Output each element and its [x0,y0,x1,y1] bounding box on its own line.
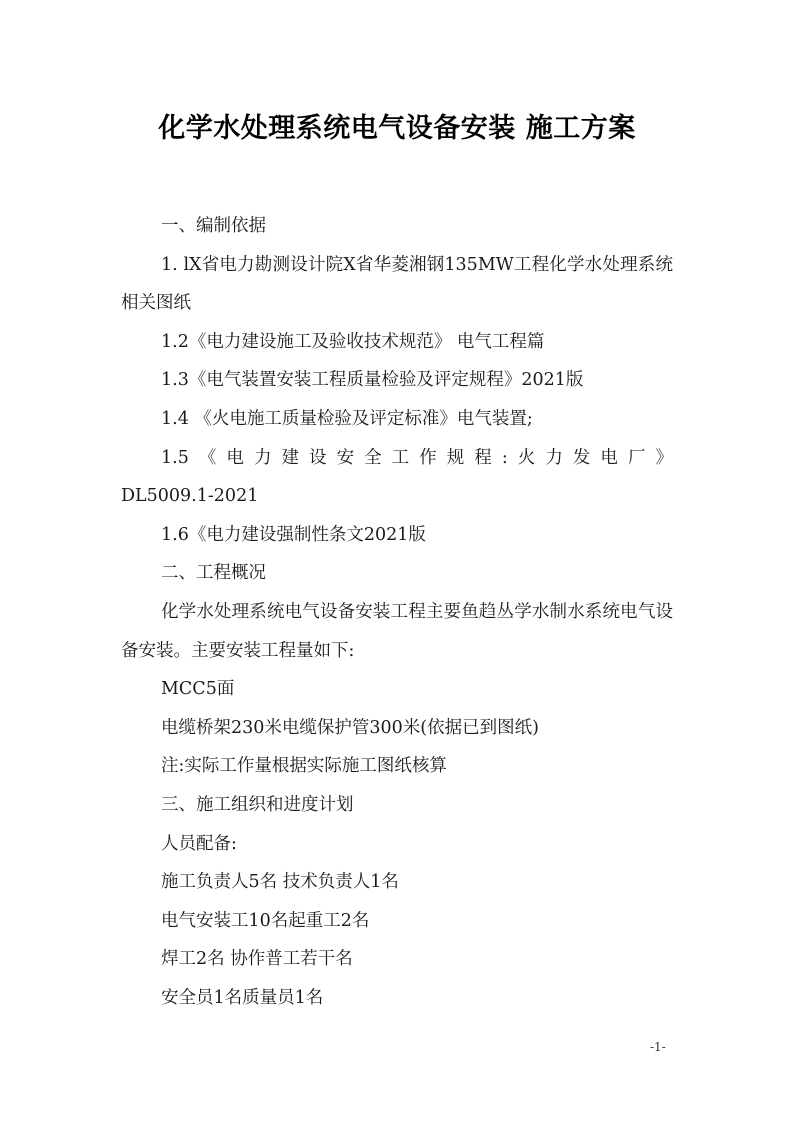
paragraph-mcc: MCC5面 [161,679,235,700]
paragraph-basis-4: 1.4 《火电施工质量检验及评定标准》电气装置; [161,408,533,429]
page-number: -1- [650,1040,666,1054]
paragraph-note: 注:实际工作量根据实际施工图纸核算 [161,756,447,777]
paragraph-overview: 化学水处理系统电气设备安装工程主要鱼趋丛学水制水系统电气设备安装。主要安装工程量如下: [121,601,673,661]
paragraph-staff-safety: 安全员1名质量员1名 [161,987,324,1008]
paragraph-staff-electricians: 电气安装工10名起重工2名 [161,910,370,931]
document-body [121,207,673,1017]
paragraph-basis-2: 1.2《电力建设施工及验收技术规范》 电气工程篇 [161,331,545,352]
section-heading-organization: 三、施工组织和进度计划 [161,794,354,815]
paragraph-basis-5-code: DL5009.1-2021 [121,486,259,507]
paragraph-basis-6: 1.6《电力建设强制性条文2021版 [161,524,426,545]
paragraph-staff-leaders: 施工负责人5名 技术负责人1名 [161,872,399,893]
paragraph-basis-5: 1.5《电力建设安全工作规程:火力发电厂》 [161,447,673,468]
paragraph-basis-1: 1. lX省电力勘测设计院X省华菱湘钢135MW工程化学水处理系统相关图纸 [121,254,673,314]
document-title: 化学水处理系统电气设备安装 施工方案 [158,113,636,144]
paragraph-staff-welders: 焊工2名 协作普工若干名 [161,949,353,970]
paragraph-staffing: 人员配备: [161,833,237,854]
section-heading-overview: 二、工程概况 [161,563,266,584]
section-heading-basis: 一、编制依据 [161,216,266,236]
paragraph-cable-tray: 电缆桥架230米电缆保护管300米(依据已到图纸) [161,717,539,738]
paragraph-basis-3: 1.3《电气装置安装工程质量检验及评定规程》2021版 [161,370,584,391]
